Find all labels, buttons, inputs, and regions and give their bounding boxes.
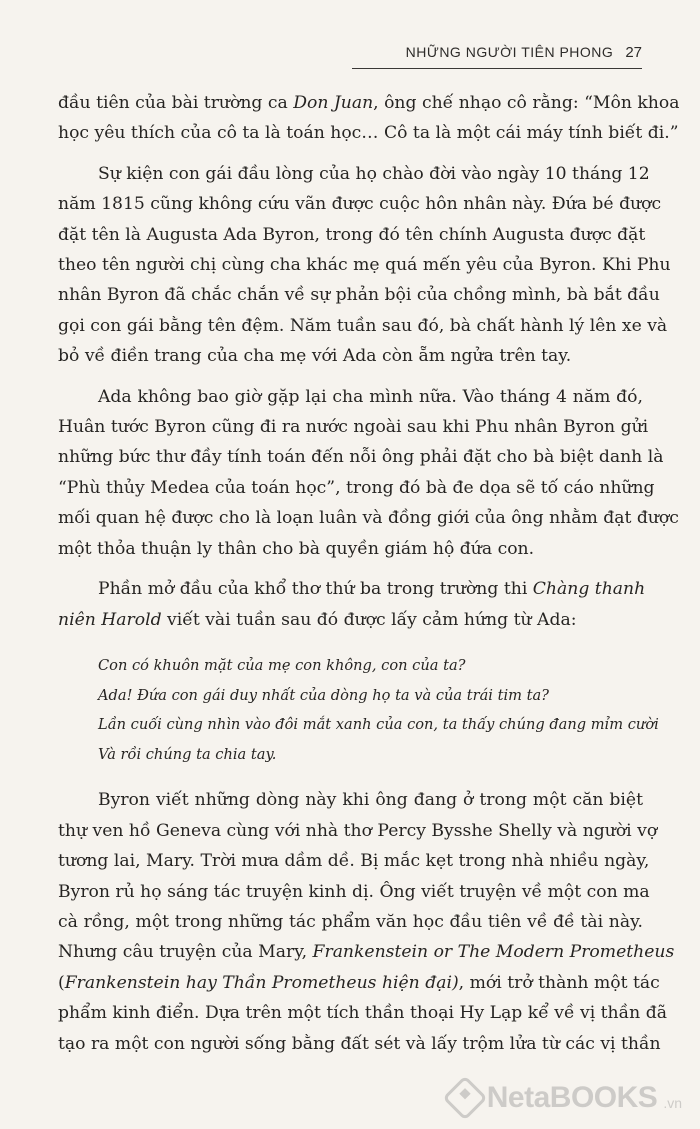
paragraph-5-line: thự ven hồ Geneva cùng với nhà thơ Percy Bysshe Shelly và người vợ	[58, 820, 658, 841]
paragraph-1-line-1	[58, 88, 680, 118]
text-run: Phần mở đầu của khổ thơ thứ ba trong trường thi	[98, 579, 533, 600]
italic-title-frankenstein-vi: Frankenstein hay Thần Prometheus hiện đại)	[64, 972, 459, 993]
page-number: 27	[625, 44, 642, 61]
paragraph-spacer	[58, 564, 643, 574]
poem-line: Và rồi chúng ta chia tay.	[98, 745, 277, 763]
text-run: viết vài tuần sau đó được lấy cảm hứng từ Ada:	[161, 609, 577, 630]
text-run: (	[58, 972, 65, 993]
paragraph-5-line: Byron rủ họ sáng tác truyện kinh dị. Ông viết truyện về một con ma	[58, 881, 650, 902]
paragraph-2-line: nhân Byron đã chắc chắn về sự phản bội của chồng mình, bà bắt đầu	[58, 285, 660, 306]
italic-title-childe-harold: niên Harold	[58, 609, 162, 630]
paragraph-4-line-2	[58, 605, 643, 635]
text-run: , mới trở thành một tác	[458, 972, 660, 993]
poem-line: Con có khuôn mặt của mẹ con không, con của ta?	[98, 656, 466, 674]
chapter-title: NHỮNG NGƯỜI TIÊN PHONG	[405, 44, 614, 60]
paragraph-2-line: đặt tên là Augusta Ada Byron, trong đó tên chính Augusta được đặt	[58, 224, 646, 245]
text-run: Nhưng câu truyện của Mary,	[58, 942, 313, 963]
page-body	[58, 88, 680, 1059]
paragraph-spacer	[58, 372, 643, 382]
paragraph-spacer	[58, 149, 643, 159]
italic-title-childe-harold: Chàng thanh	[532, 579, 646, 600]
paragraph-2-line: gọi con gái bằng tên đệm. Năm tuần sau đó, bà chất hành lý lên xe và	[58, 315, 668, 336]
paragraph-3-line: Ada không bao giờ gặp lại cha mình nữa. Vào tháng 4 năm đó,	[98, 386, 643, 407]
watermark-suffix: .vn	[663, 1095, 682, 1111]
header-rule	[352, 68, 642, 69]
paragraph-3-line: những bức thư đầy tính toán đến nỗi ông phải đặt cho bà biệt danh là	[58, 447, 664, 468]
paragraph-2-line: theo tên người chị cùng cha khác mẹ quá mến yêu của Byron. Khi Phu	[58, 255, 671, 276]
paragraph-3-line: Huân tước Byron cũng đi ra nước ngoài sau khi Phu nhân Byron gửi	[58, 417, 649, 438]
paragraph-5-line: tạo ra một con người sống bằng đất sét và lấy trộm lửa từ các vị thần	[58, 1033, 661, 1054]
paragraph-5-line: cà rồng, một trong những tác phẩm văn học đầu tiên về đề tài này.	[58, 911, 643, 932]
paragraph-2-line: năm 1815 cũng không cứu vãn được cuộc hôn nhân này. Đứa bé được	[58, 194, 662, 215]
text-run: đầu tiên của bài trường ca	[58, 93, 294, 113]
italic-title-don-juan: Don Juan	[293, 93, 374, 113]
text-run: , ông chế nhạo cô rằng: “Môn khoa	[373, 93, 680, 113]
paragraph-2-line: bỏ về điền trang của cha mẹ với Ada còn ẵm ngửa trên tay.	[58, 346, 572, 367]
poem-line: Lần cuối cùng nhìn vào đôi mắt xanh của con, ta thấy chúng đang mỉm cười	[98, 716, 659, 734]
poem-spacer	[58, 769, 643, 785]
poem-block	[58, 651, 659, 769]
paragraph-3-line: mối quan hệ được cho là loạn luân và đồng giới của ông nhằm đạt được	[58, 508, 679, 529]
italic-title-frankenstein: Frankenstein or The Modern Prometheus	[312, 942, 675, 963]
paragraph-2-line: Sự kiện con gái đầu lòng của họ chào đời vào ngày 10 tháng 12	[98, 163, 650, 184]
paragraph-5-line: Byron viết những dòng này khi ông đang ở trong một căn biệt	[98, 790, 643, 811]
watermark-logo	[449, 1081, 682, 1115]
paragraph-5-line: tương lai, Mary. Trời mưa dầm dề. Bị mắc kẹt trong nhà nhiều ngày,	[58, 851, 650, 872]
paragraph-3-line: một thỏa thuận ly thân cho bà quyền giám hộ đứa con.	[58, 538, 535, 559]
running-header	[406, 44, 642, 61]
brand-mark-icon	[442, 1075, 487, 1120]
paragraph-4-line-1	[58, 574, 646, 604]
paragraph-5-line	[58, 937, 675, 967]
watermark-brand: NetaBOOKS	[486, 1081, 658, 1114]
poem-line: Ada! Đứa con gái duy nhất của dòng họ ta và của trái tim ta?	[98, 686, 550, 704]
paragraph-5-line: phẩm kinh điển. Dựa trên một tích thần thoại Hy Lạp kể về vị thần đã	[58, 1003, 667, 1024]
paragraph-3-line: “Phù thủy Medea của toán học”, trong đó bà đe dọa sẽ tố cáo những	[58, 477, 655, 498]
poem-spacer	[58, 635, 643, 651]
paragraph-1-line-2: học yêu thích của cô ta là toán học… Cô ta là một cái máy tính biết đi.”	[58, 123, 679, 144]
paragraph-5-line	[58, 968, 660, 998]
